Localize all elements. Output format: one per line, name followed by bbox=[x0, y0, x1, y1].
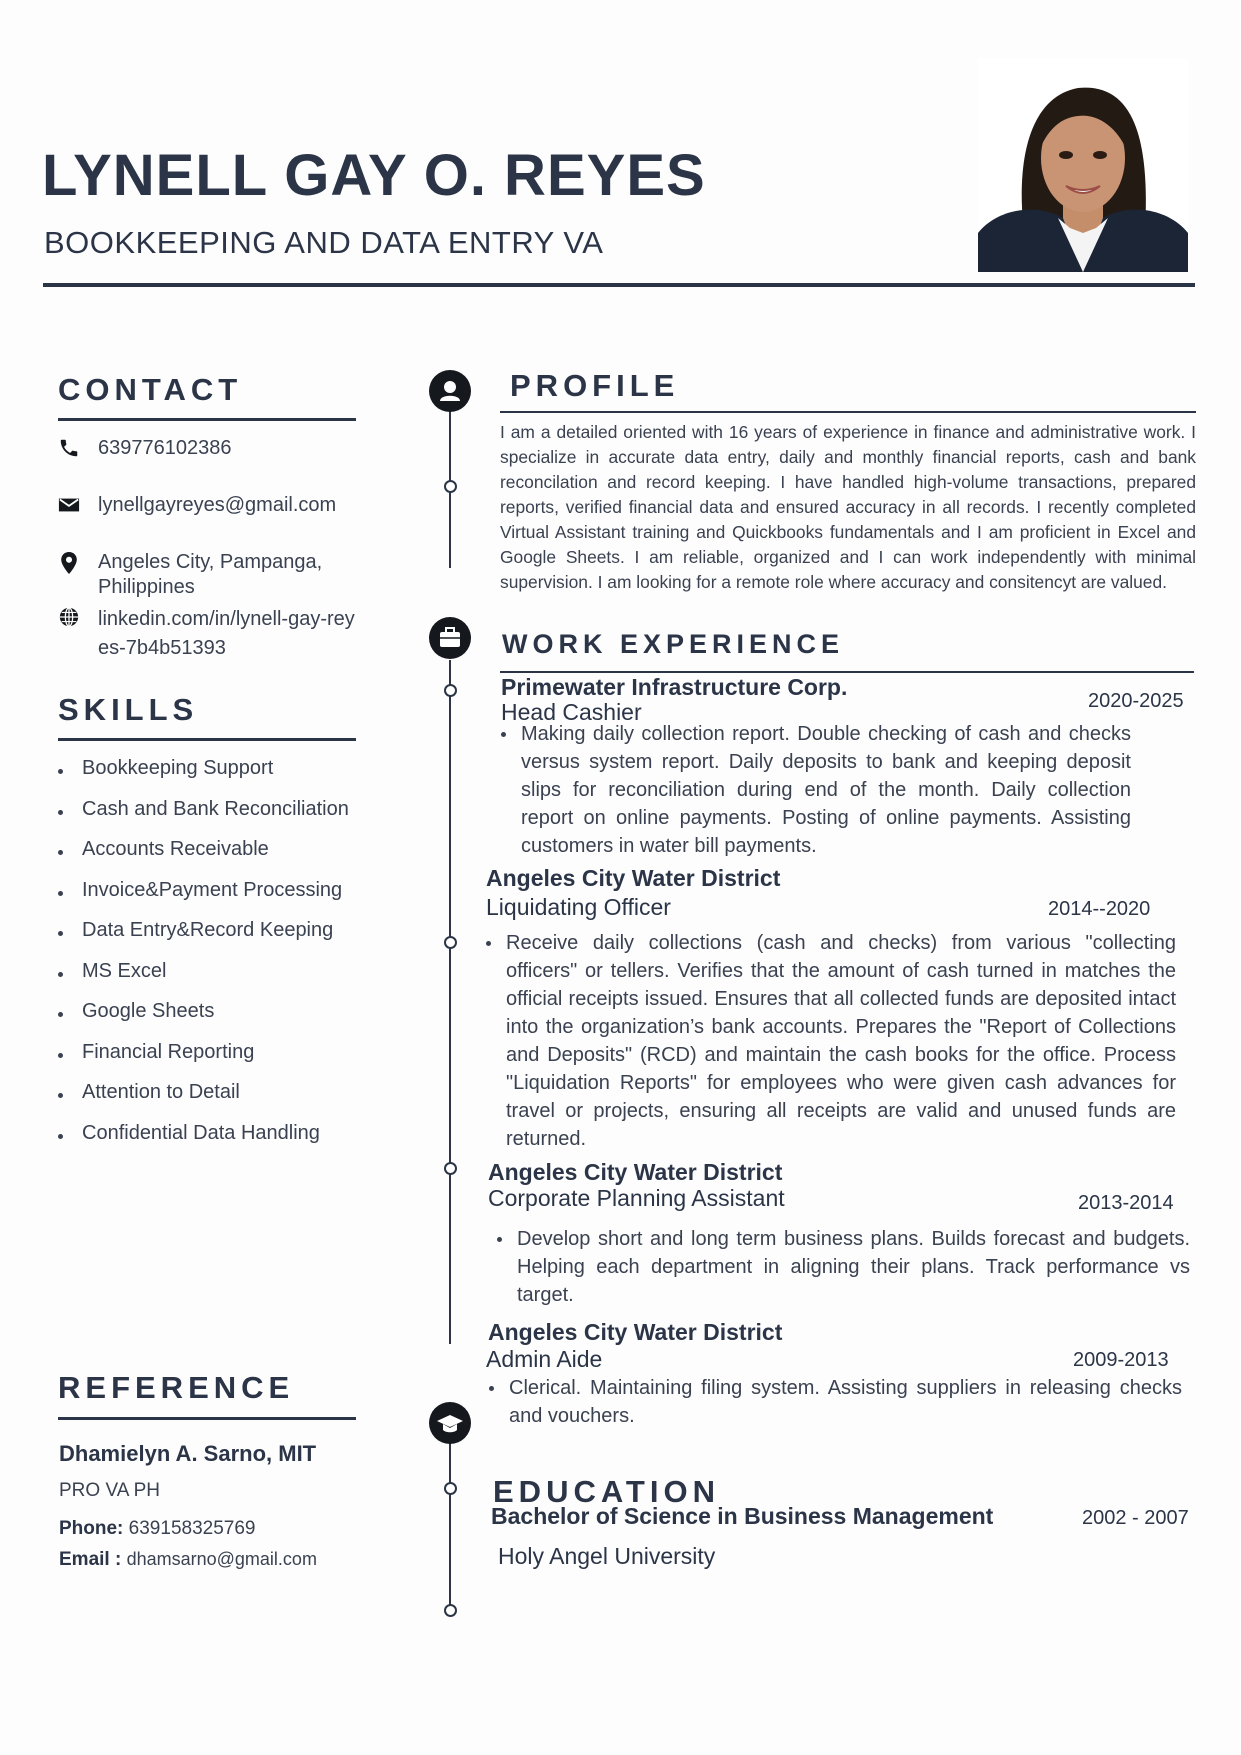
reference-heading: REFERENCE bbox=[58, 1370, 295, 1405]
skill-item: Confidential Data Handling bbox=[58, 1122, 349, 1163]
reference-phone-value: 639158325769 bbox=[128, 1518, 256, 1539]
job-years: 2014--2020 bbox=[1048, 898, 1151, 920]
job-duty: Making daily collection report. Double checking of cash and checks versus system report. Daily deposits to bank and keeping deposit slips for reconciliation during end of the month. Daily collection report on online payments. Posting of online payments. Assisting customers in water bill payments. bbox=[501, 720, 1131, 860]
reference-divider bbox=[58, 1417, 356, 1420]
education-years: 2002 - 2007 bbox=[1082, 1507, 1189, 1529]
envelope-icon bbox=[58, 494, 82, 518]
job-company: Angeles City Water District bbox=[488, 1319, 783, 1345]
job-role: Corporate Planning Assistant bbox=[488, 1185, 785, 1211]
timeline-dot bbox=[444, 480, 457, 493]
reference-email-value: dhamsarno@gmail.com bbox=[126, 1549, 317, 1569]
job-duty: Clerical. Maintaining filing system. Assisting suppliers in releasing checks and vouchers. bbox=[489, 1374, 1182, 1430]
timeline-dot bbox=[444, 1482, 457, 1495]
profile-heading: PROFILE bbox=[510, 368, 680, 403]
contact-linkedin-text: linkedin.com/in/lynell-gay-reyes-7b4b51393 bbox=[98, 608, 355, 659]
education-heading: EDUCATION bbox=[493, 1474, 720, 1509]
skill-item: Data Entry&Record Keeping bbox=[58, 919, 349, 960]
skill-item: Financial Reporting bbox=[58, 1041, 349, 1082]
skills-heading: SKILLS bbox=[58, 692, 199, 727]
timeline-dot bbox=[444, 1162, 457, 1175]
candidate-name: LYNELL GAY O. REYES bbox=[42, 143, 706, 208]
timeline-line bbox=[449, 1420, 451, 1608]
skill-item: Bookkeeping Support bbox=[58, 757, 349, 798]
contact-location-text: Angeles City, Pampanga, Philippines bbox=[98, 551, 323, 598]
experience-divider bbox=[500, 671, 1194, 673]
reference-email-label: Email : bbox=[59, 1549, 122, 1570]
header-divider bbox=[43, 283, 1195, 287]
profile-summary: I am a detailed oriented with 16 years of experience in finance and administrative work. I specialize in accurate data entry, daily and monthly financial reports, cash and bank reconcilation and record keeping. I have handled high-volume transactions, prepared reports, verified financial data and ensured accuracy in all records. I recently completed Virtual Assistant training and Quickbooks fundamentals and I am proficient in Excel and Google Sheets. I am reliable, organized and I can work independently with minimal supervision. I am looking for a remote role where accuracy and consitencyt are valued. bbox=[500, 422, 1196, 592]
reference-phone-label: Phone: bbox=[59, 1518, 124, 1539]
user-icon bbox=[429, 370, 471, 412]
skill-item: Cash and Bank Reconciliation bbox=[58, 798, 349, 839]
contact-phone-text: 639776102386 bbox=[98, 437, 232, 459]
experience-heading: WORK EXPERIENCE bbox=[502, 629, 845, 659]
timeline-line bbox=[449, 660, 451, 1344]
education-degree: Bachelor of Science in Business Management bbox=[491, 1503, 994, 1529]
phone-icon bbox=[58, 437, 82, 461]
job-years: 2013-2014 bbox=[1078, 1192, 1174, 1214]
profile-divider bbox=[500, 411, 1196, 413]
contact-email-text: lynellgayreyes@gmail.com bbox=[98, 494, 337, 516]
job-role: Liquidating Officer bbox=[486, 894, 671, 920]
job-duty: Develop short and long term business plans. Builds forecast and budgets. Helping each department in aligning their plans. Track performance vs target. bbox=[497, 1225, 1190, 1309]
skill-item: Google Sheets bbox=[58, 1000, 349, 1041]
job-company: Primewater Infrastructure Corp. bbox=[501, 674, 848, 700]
profile-photo bbox=[978, 58, 1188, 272]
timeline-dot bbox=[444, 936, 457, 949]
briefcase-icon bbox=[429, 617, 471, 659]
skills-divider bbox=[58, 738, 356, 741]
job-years: 2009-2013 bbox=[1073, 1349, 1169, 1371]
reference-org: PRO VA PH bbox=[59, 1480, 161, 1501]
graduation-cap-icon bbox=[429, 1402, 471, 1444]
skill-item: Accounts Receivable bbox=[58, 838, 349, 879]
timeline-dot bbox=[444, 684, 457, 697]
job-company: Angeles City Water District bbox=[486, 865, 781, 891]
education-school: Holy Angel University bbox=[498, 1543, 716, 1569]
reference-phone bbox=[59, 1518, 255, 1540]
contact-divider bbox=[58, 418, 356, 421]
timeline-dot bbox=[444, 1604, 457, 1617]
job-title: BOOKKEEPING AND DATA ENTRY VA bbox=[44, 225, 604, 260]
job-role: Admin Aide bbox=[486, 1346, 603, 1372]
skill-item: Attention to Detail bbox=[58, 1081, 349, 1122]
skills-list bbox=[58, 757, 349, 1162]
globe-icon bbox=[58, 606, 82, 630]
job-company: Angeles City Water District bbox=[488, 1159, 783, 1185]
job-duty: Receive daily collections (cash and checks) from various "collecting officers" or tellers. Verifies that the amount of cash turned in matches the official receipts issued. Ensures that all collected funds are deposited intact into the organization’s bank accounts. Prepares the "Report of Collections and Deposits" (RCD) and maintain the cash books for the office. Process "Liquidation Reports" for employees who were given cash advances for travel or projects, ensuring all receipts are valid and unused funds are returned. bbox=[486, 929, 1176, 1153]
skill-item: Invoice&Payment Processing bbox=[58, 879, 349, 920]
map-pin-icon bbox=[58, 551, 82, 575]
skill-item: MS Excel bbox=[58, 960, 349, 1001]
job-role: Head Cashier bbox=[501, 699, 642, 725]
contact-heading: CONTACT bbox=[58, 372, 243, 407]
reference-email bbox=[59, 1549, 317, 1571]
reference-name: Dhamielyn A. Sarno, MIT bbox=[59, 1441, 317, 1466]
job-years: 2020-2025 bbox=[1088, 690, 1184, 712]
